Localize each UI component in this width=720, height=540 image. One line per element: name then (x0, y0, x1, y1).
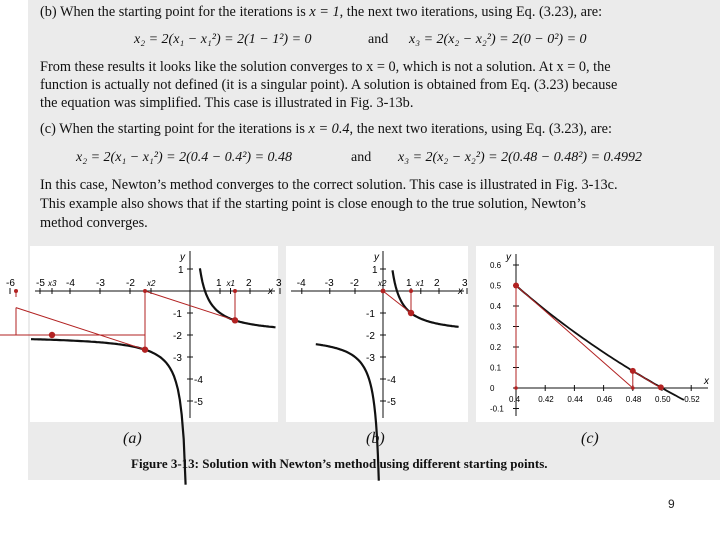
chart-a-x-tick-label: -4 (66, 278, 75, 289)
chart-b-ylabel: y (374, 252, 379, 263)
paragraph-1-line-2: function is actually not defined (it is a singular point). A solution is obtained from Eq. (3.23) because (40, 77, 618, 93)
chart-c-y-tick-label: 0.2 (490, 343, 502, 352)
chart-a-x-tick-label: -3 (96, 278, 105, 289)
chart-a-axis-point (14, 289, 18, 293)
chart-b-y-tick-label: -5 (387, 397, 396, 408)
chart-c-y-tick-label: 0.1 (490, 363, 502, 373)
chart-b-x-tick-label: 3 (462, 278, 468, 289)
chart-a-x-tick-label: x3 (48, 279, 57, 288)
page-number: 9 (668, 497, 675, 511)
chart-a-y-tick-label: 1 (178, 265, 184, 276)
chart-c-y-tick-label: 0.6 (490, 261, 502, 270)
part-c-intro: (c) When the starting point for the iterations is x = 0.4, the next two iterations, using Eq. (3.23), are: (40, 121, 612, 137)
chart-c-x-tick-label: 0.46 (596, 395, 613, 404)
chart-a-x-tick-label: -5 (36, 278, 45, 289)
chart-b-y-tick-label: -2 (366, 331, 375, 342)
chart-b-x-tick-label: -2 (350, 278, 359, 289)
chart-c-svg (476, 246, 714, 422)
chart-a-xlabel: x (268, 286, 273, 297)
chart-panel-a (6, 246, 282, 422)
paragraph-2-line-3: method converges. (40, 215, 148, 231)
part-c-eq2: x₃ = 2(x₂ − x₂²) = 2(0.48 − 0.48²) = 0.4992 (398, 150, 643, 165)
chart-b-y-tick-label: -4 (387, 375, 396, 386)
chart-c-x-tick-label: 0.50 (655, 395, 671, 404)
chart-a-x-tick-label: 3 (276, 278, 282, 289)
part-b-eq2: x₃ = 2(x₂ − x₂²) = 2(0 − 0²) = 0 (409, 32, 587, 47)
chart-c-tangent-1 (516, 286, 633, 389)
chart-panel-b (286, 246, 468, 422)
chart-b-point (408, 310, 414, 316)
chart-a-x-tick-label: x2 (147, 279, 156, 288)
chart-b-x-tick-label: x2 (378, 279, 387, 288)
and-label-1: and (368, 32, 389, 47)
chart-b-x-tick-label: 1 (406, 278, 412, 289)
chart-c-point (630, 368, 636, 374)
chart-a-x-tick-label: x1 (226, 279, 235, 288)
chart-a-y-tick-label: -4 (194, 375, 203, 386)
paragraph-2-line-1: In this case, Newton’s method converges to the correct solution. This case is illustrated in Fig. 3-13c. (40, 177, 618, 193)
part-b-intro: (b) When the starting point for the iterations is x = 1, the next two iterations, using Eq. (3.23), are: (40, 4, 603, 20)
chart-b-axis-point (409, 289, 413, 293)
chart-c-y-tick-label: 0.4 (490, 302, 502, 311)
chart-c-axis-point (631, 386, 635, 390)
chart-a-y-tick-label: -5 (194, 397, 203, 408)
chart-a-x-tick-label: 1 (216, 278, 222, 289)
chart-b-xlabel: x (458, 286, 463, 297)
chart-c-x-tick-label: 0.48 (625, 395, 642, 404)
chart-panel-c (476, 246, 714, 422)
chart-a-curve-right (200, 268, 276, 327)
chart-a-x-tick-label: 2 (246, 278, 252, 289)
chart-b-y-tick-label: -3 (366, 353, 375, 364)
chart-c-x-tick-label: 0.52 (684, 395, 700, 404)
chart-c-axis-point (659, 386, 663, 390)
chart-a-point (142, 346, 148, 352)
part-b-eq1: x₂ = 2(x₁ − x₁²) = 2(1 − 1²) = 0 (134, 32, 312, 47)
chart-b-curve-right (393, 270, 459, 327)
chart-a-svg (6, 246, 282, 422)
and-label-2: and (351, 150, 372, 165)
chart-c-point (513, 283, 519, 289)
chart-c-ylabel: y (506, 252, 511, 263)
figure-label-b: (b) (366, 430, 385, 447)
chart-c-axis-point (514, 386, 518, 390)
chart-a-x-tick-label: -6 (6, 278, 15, 289)
chart-b-y-tick-label: -1 (366, 309, 375, 320)
slide-area (6, 0, 720, 480)
chart-a-tangent-2 (16, 308, 145, 350)
figure-caption: Figure 3-13: Solution with Newton’s method using different starting points. (131, 456, 548, 471)
chart-c-y-tick-label: 0.5 (490, 281, 502, 291)
chart-a-y-tick-label: -1 (173, 309, 182, 320)
chart-c-y-tick-label: 0.3 (490, 322, 502, 332)
chart-c-x-tick-label: 0.42 (538, 395, 554, 404)
chart-a-y-tick-label: -2 (173, 331, 182, 342)
paragraph-2-line-2: This example also shows that if the starting point is close enough to the true solution, Newton’s (40, 196, 586, 212)
chart-c-y-tick-label: 0 (490, 384, 495, 393)
chart-c-iterations (513, 283, 664, 391)
chart-b-x-tick-label: -3 (324, 278, 334, 289)
chart-c-xlabel: x (704, 376, 709, 387)
chart-b-x-tick-label: 2 (434, 278, 440, 289)
figure-label-a: (a) (123, 430, 142, 447)
chart-a-y-tick-label: -3 (173, 353, 182, 364)
chart-b-origin-point (381, 289, 386, 294)
chart-b-x-tick-label: -4 (296, 278, 306, 289)
chart-c-tangent-2 (633, 371, 661, 388)
chart-a-point (232, 317, 238, 323)
chart-b-y-tick-label: 1 (372, 265, 378, 276)
paragraph-1-line-1: From these results it looks like the solution converges to x = 0, which is not a solution. At x = 0, the (40, 59, 611, 75)
chart-a-axis-point (233, 289, 237, 293)
chart-b-x-tick-label: x1 (415, 279, 425, 288)
chart-a-axis-point (143, 289, 147, 293)
chart-c-x-tick-label: 0.44 (567, 395, 583, 404)
paragraph-1-line-3: the equation was simplified. This case is illustrated in Fig. 3-13b. (40, 95, 414, 111)
chart-a-ylabel: y (180, 252, 185, 263)
chart-c-y-tick-label: -0.1 (490, 404, 504, 414)
chart-c-curve (516, 286, 684, 400)
chart-b-svg (286, 246, 468, 422)
chart-c-x-tick-label: 0.4 (509, 395, 521, 404)
part-c-eq1: x₂ = 2(x₁ − x₁²) = 2(0.4 − 0.4²) = 0.48 (76, 150, 293, 165)
chart-a-x-tick-label: -2 (126, 278, 135, 289)
figure-label-c: (c) (581, 430, 599, 447)
chart-a-point (49, 332, 55, 338)
